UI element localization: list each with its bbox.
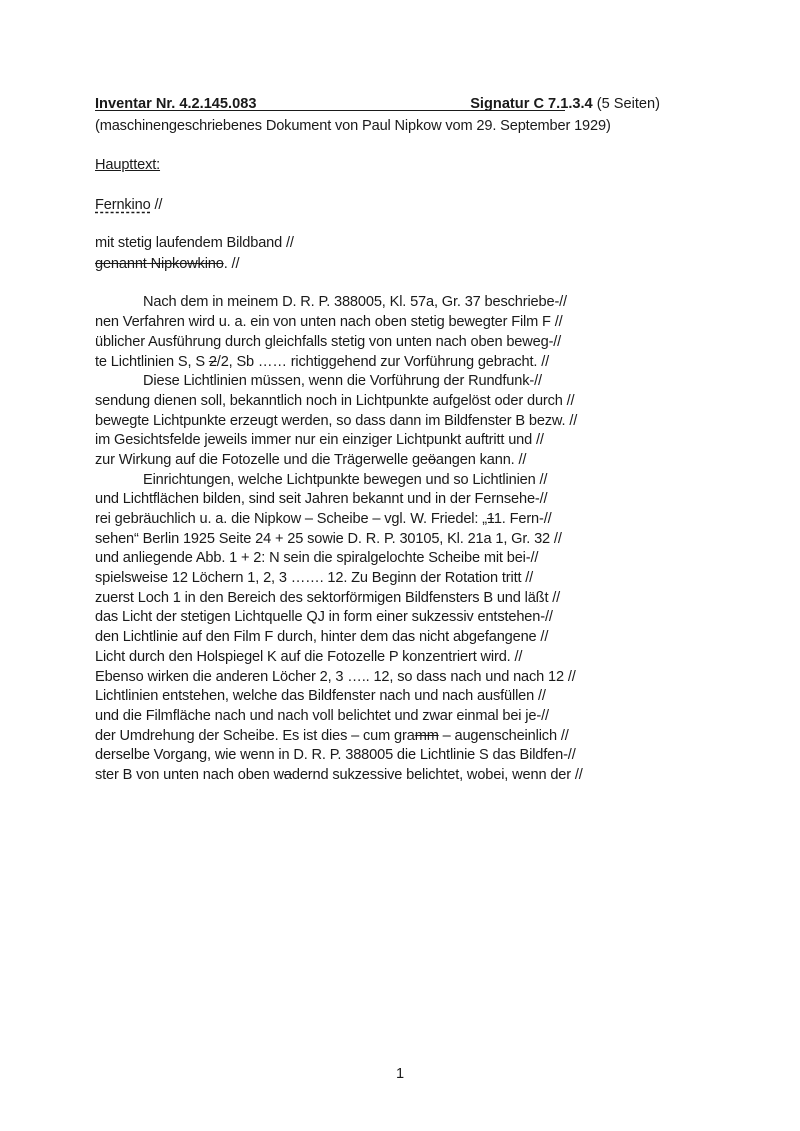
body-line: im Gesichtsfelde jeweils immer nur ein einziger Lichtpunkt auftritt und // bbox=[95, 432, 544, 448]
page-count: (5 Seiten) bbox=[592, 96, 660, 112]
subtitle-line-1: mit stetig laufendem Bildband // bbox=[95, 235, 294, 251]
subtitle-rest: . // bbox=[223, 256, 240, 272]
document-title bbox=[95, 195, 162, 215]
body-line: sehen“ Berlin 1925 Seite 24 + 25 sowie D. R. P. 30105, Kl. 21a 1, Gr. 32 // bbox=[95, 531, 562, 547]
body-line: bewegte Lichtpunkte erzeugt werden, so dass dann im Bildfenster B bezw. // bbox=[95, 413, 578, 429]
body-line: Ebenso wirken die anderen Löcher 2, 3 ….. 12, so dass nach und nach 12 // bbox=[95, 669, 576, 685]
body-line: spielsweise 12 Löchern 1, 2, 3 ……. 12. Zu Beginn der Rotation tritt // bbox=[95, 570, 534, 586]
text-span: /2, Sb …… richtiggehend zur Vorführung gebracht. // bbox=[216, 354, 550, 370]
title-word: Fernkino bbox=[95, 197, 151, 213]
text-span: zur Wirkung auf die Fotozelle und die Trägerwelle ge bbox=[95, 452, 428, 468]
struck-text: 2 bbox=[208, 354, 217, 370]
page-number: 1 bbox=[395, 1066, 405, 1082]
body-line: und Lichtflächen bilden, sind seit Jahren bekannt und in der Fernsehe-// bbox=[95, 491, 548, 507]
body-line bbox=[95, 450, 526, 470]
body-line: sendung dienen soll, bekanntlich noch in Lichtpunkte aufgelöst oder durch // bbox=[95, 393, 575, 409]
body-line: den Lichtlinie auf den Film F durch, hinter dem das nicht abgefangene // bbox=[95, 629, 549, 645]
body-line: und anliegende Abb. 1 + 2: N sein die spiralgelochte Scheibe mit bei-// bbox=[95, 550, 539, 566]
text-span: dernd sukzessive belichtet, wobei, wenn der // bbox=[291, 767, 583, 783]
body-line: nen Verfahren wird u. a. ein von unten nach oben stetig bewegter Film F // bbox=[95, 314, 563, 330]
body-line: Diese Lichtlinien müssen, wenn die Vorführung der Rundfunk-// bbox=[143, 373, 542, 389]
struck-text: a bbox=[283, 767, 292, 783]
struck-text: genannt Nipkowkino bbox=[95, 256, 224, 272]
text-span: der Umdrehung der Scheibe. Es ist dies – cum gra bbox=[95, 728, 415, 744]
body-line: Licht durch den Holspiegel K auf die Fotozelle P konzentriert wird. // bbox=[95, 649, 523, 665]
signature-number: Signatur C 7.1.3.4 bbox=[470, 96, 593, 112]
text-span: angen kann. // bbox=[435, 452, 527, 468]
inventory-number: Inventar Nr. 4.2.145.083 bbox=[95, 96, 257, 112]
body-line: üblicher Ausführung durch gleichfalls stetig von unten nach oben beweg-// bbox=[95, 334, 562, 350]
document-header bbox=[95, 94, 660, 114]
body-line bbox=[95, 352, 549, 372]
body-line: Einrichtungen, welche Lichtpunkte bewegen und so Lichtlinien // bbox=[143, 472, 548, 488]
text-span: te Lichtlinien S, S bbox=[95, 354, 209, 370]
subtitle-line-2 bbox=[95, 254, 239, 274]
struck-text: mm bbox=[414, 728, 439, 744]
body-line: zuerst Loch 1 in den Bereich des sektorförmigen Bildfensters B und läßt // bbox=[95, 590, 561, 606]
body-line: Lichtlinien entstehen, welche das Bildfenster nach und nach ausfüllen // bbox=[95, 688, 546, 704]
text-span: 1. Fern-// bbox=[493, 511, 552, 527]
title-suffix: // bbox=[150, 197, 163, 213]
body-line bbox=[95, 765, 583, 785]
struck-text: ö bbox=[427, 452, 436, 468]
body-line bbox=[95, 726, 569, 746]
document-description: (maschinengeschriebenes Dokument von Paul Nipkow vom 29. September 1929) bbox=[95, 118, 611, 134]
body-line bbox=[95, 509, 552, 529]
section-label-text: Haupttext: bbox=[95, 157, 161, 173]
body-line: Nach dem in meinem D. R. P. 388005, Kl. 57a, Gr. 37 beschriebe-// bbox=[143, 294, 567, 310]
text-span: – augenscheinlich // bbox=[438, 728, 569, 744]
body-line: und die Filmfläche nach und nach voll belichtet und zwar einmal bei je-// bbox=[95, 708, 549, 724]
section-label bbox=[95, 155, 160, 175]
signature-block bbox=[470, 94, 660, 114]
text-span: ster B von unten nach oben w bbox=[95, 767, 284, 783]
body-line: derselbe Vorgang, wie wenn in D. R. P. 388005 die Lichtlinie S das Bildfen-// bbox=[95, 747, 576, 763]
body-line: das Licht der stetigen Lichtquelle QJ in form einer sukzessiv entstehen-// bbox=[95, 609, 553, 625]
text-span: rei gebräuchlich u. a. die Nipkow – Scheibe – vgl. W. Friedel: „ bbox=[95, 511, 487, 527]
struck-text: 1 bbox=[486, 511, 494, 527]
